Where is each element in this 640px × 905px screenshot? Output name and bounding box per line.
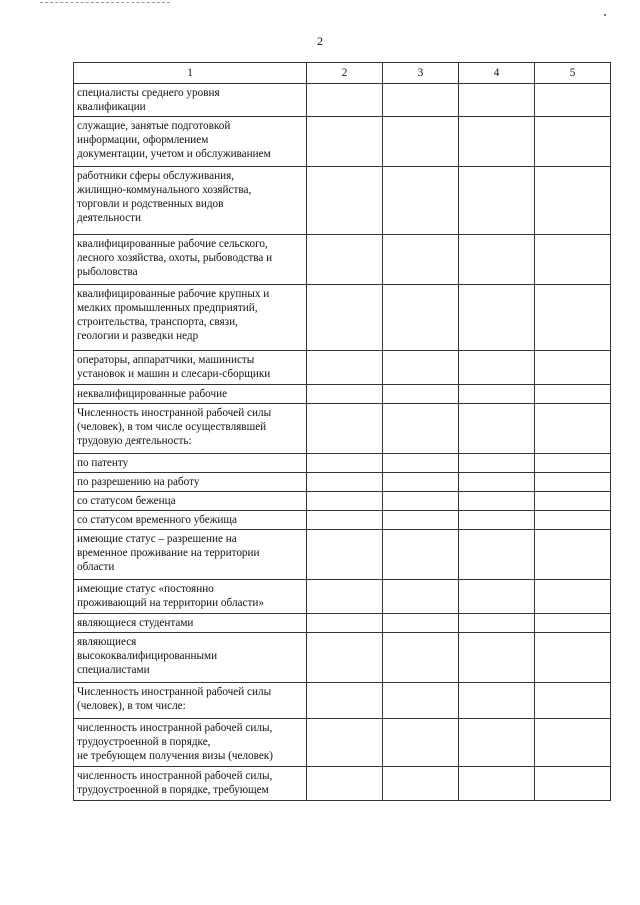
empty-cell <box>307 235 383 285</box>
empty-cell <box>459 683 535 719</box>
empty-cell <box>535 351 611 385</box>
row-label: работники сферы обслуживания, жилищно-коммунального хозяйства, торговли и родственных видов деятельности <box>74 167 307 235</box>
header-col-4: 4 <box>459 63 535 84</box>
empty-cell <box>307 385 383 404</box>
row-label: операторы, аппаратчики, машинисты установок и машин и слесари-сборщики <box>74 351 307 385</box>
empty-cell <box>459 719 535 767</box>
empty-cell <box>307 404 383 454</box>
empty-cell <box>383 767 459 801</box>
empty-cell <box>459 84 535 117</box>
row-label: неквалифицированные рабочие <box>74 385 307 404</box>
empty-cell <box>383 683 459 719</box>
empty-cell <box>383 614 459 633</box>
table-row <box>74 351 611 385</box>
header-col-3: 3 <box>383 63 459 84</box>
row-label: являющиеся студентами <box>74 614 307 633</box>
table-row <box>74 530 611 580</box>
empty-cell <box>535 167 611 235</box>
empty-cell <box>535 117 611 167</box>
row-label: по разрешению на работу <box>74 473 307 492</box>
empty-cell <box>383 719 459 767</box>
header-row <box>74 63 611 84</box>
table-row <box>74 167 611 235</box>
empty-cell <box>535 473 611 492</box>
scan-artifact-line <box>40 2 170 4</box>
empty-cell <box>459 530 535 580</box>
empty-cell <box>459 235 535 285</box>
empty-cell <box>307 117 383 167</box>
table-row <box>74 473 611 492</box>
row-label: численность иностранной рабочей силы, трудоустроенной в порядке, требующем <box>74 767 307 801</box>
empty-cell <box>459 633 535 683</box>
empty-cell <box>535 580 611 614</box>
empty-cell <box>459 511 535 530</box>
empty-cell <box>535 492 611 511</box>
row-label: квалифицированные рабочие крупных и мелких промышленных предприятий, строительства, транспорта, связи, геологии и разведки недр <box>74 285 307 351</box>
empty-cell <box>535 511 611 530</box>
empty-cell <box>459 404 535 454</box>
empty-cell <box>383 580 459 614</box>
empty-cell <box>535 84 611 117</box>
empty-cell <box>535 530 611 580</box>
page-number: 2 <box>317 34 323 48</box>
empty-cell <box>383 492 459 511</box>
empty-cell <box>307 84 383 117</box>
row-label: квалифицированные рабочие сельского, лесного хозяйства, охоты, рыбоводства и рыболовства <box>74 235 307 285</box>
empty-cell <box>307 454 383 473</box>
empty-cell <box>307 473 383 492</box>
scan-artifact-dot <box>604 14 606 16</box>
empty-cell <box>459 473 535 492</box>
table-row <box>74 404 611 454</box>
empty-cell <box>383 511 459 530</box>
empty-cell <box>307 719 383 767</box>
header-col-1: 1 <box>74 63 307 84</box>
row-label: специалисты среднего уровня квалификации <box>74 84 307 117</box>
empty-cell <box>383 454 459 473</box>
empty-cell <box>383 235 459 285</box>
empty-cell <box>459 767 535 801</box>
table-row <box>74 580 611 614</box>
empty-cell <box>307 511 383 530</box>
row-label: Численность иностранной рабочей силы (человек), в том числе: <box>74 683 307 719</box>
table-row <box>74 285 611 351</box>
row-label: имеющие статус «постоянно проживающий на территории области» <box>74 580 307 614</box>
empty-cell <box>307 633 383 683</box>
empty-cell <box>383 473 459 492</box>
empty-cell <box>307 492 383 511</box>
empty-cell <box>383 351 459 385</box>
empty-cell <box>383 530 459 580</box>
table-row <box>74 84 611 117</box>
table-row <box>74 719 611 767</box>
empty-cell <box>383 285 459 351</box>
header-col-2: 2 <box>307 63 383 84</box>
row-label: со статусом беженца <box>74 492 307 511</box>
row-label: являющиеся высококвалифицированными специалистами <box>74 633 307 683</box>
row-label: Численность иностранной рабочей силы (человек), в том числе осуществлявшей трудовую деятельность: <box>74 404 307 454</box>
row-label: по патенту <box>74 454 307 473</box>
table-row <box>74 454 611 473</box>
empty-cell <box>459 285 535 351</box>
table-row <box>74 117 611 167</box>
empty-cell <box>535 235 611 285</box>
empty-cell <box>383 167 459 235</box>
empty-cell <box>307 167 383 235</box>
row-label: со статусом временного убежища <box>74 511 307 530</box>
table-row <box>74 511 611 530</box>
empty-cell <box>459 454 535 473</box>
row-label: численность иностранной рабочей силы, трудоустроенной в порядке, не требующем получения визы (человек) <box>74 719 307 767</box>
empty-cell <box>459 492 535 511</box>
empty-cell <box>535 633 611 683</box>
empty-cell <box>535 385 611 404</box>
empty-cell <box>459 580 535 614</box>
row-label: служащие, занятые подготовкой информации, оформлением документации, учетом и обслуживанием <box>74 117 307 167</box>
empty-cell <box>459 385 535 404</box>
table-row <box>74 492 611 511</box>
empty-cell <box>535 404 611 454</box>
empty-cell <box>535 767 611 801</box>
empty-cell <box>535 719 611 767</box>
empty-cell <box>535 683 611 719</box>
empty-cell <box>459 117 535 167</box>
empty-cell <box>383 385 459 404</box>
empty-cell <box>459 614 535 633</box>
table-row <box>74 633 611 683</box>
empty-cell <box>307 285 383 351</box>
empty-cell <box>383 117 459 167</box>
table-row <box>74 683 611 719</box>
empty-cell <box>535 454 611 473</box>
empty-cell <box>307 683 383 719</box>
empty-cell <box>459 351 535 385</box>
empty-cell <box>383 633 459 683</box>
empty-cell <box>535 614 611 633</box>
table-row <box>74 235 611 285</box>
empty-cell <box>307 614 383 633</box>
statistics-table <box>73 62 611 801</box>
header-col-5: 5 <box>535 63 611 84</box>
table-row <box>74 767 611 801</box>
table-row <box>74 385 611 404</box>
row-label: имеющие статус – разрешение на временное проживание на территории области <box>74 530 307 580</box>
empty-cell <box>535 285 611 351</box>
empty-cell <box>307 580 383 614</box>
empty-cell <box>383 404 459 454</box>
empty-cell <box>459 167 535 235</box>
table-row <box>74 614 611 633</box>
table-body <box>74 84 611 801</box>
empty-cell <box>307 351 383 385</box>
empty-cell <box>307 530 383 580</box>
empty-cell <box>383 84 459 117</box>
empty-cell <box>307 767 383 801</box>
